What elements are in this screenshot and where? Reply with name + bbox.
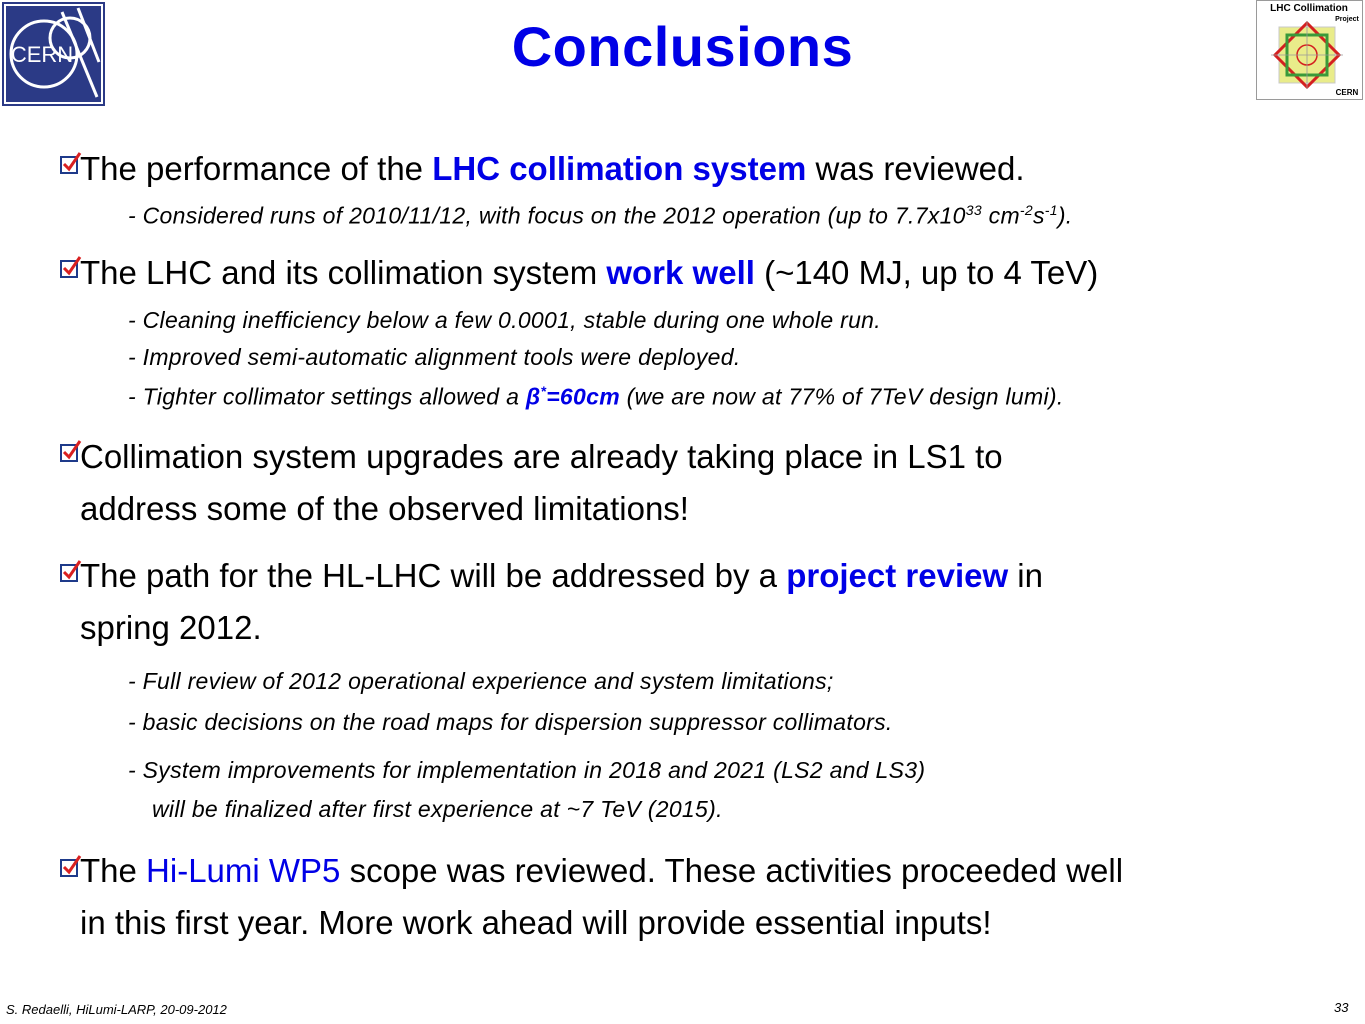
checkbox-icon [60, 256, 82, 278]
bullet-4-sub-2: - basic decisions on the road maps for dispersion suppressor collimators. [128, 709, 893, 735]
bullet-1: The performance of the LHC collimation system was reviewed. [80, 150, 1025, 187]
page-number: 33 [1334, 1000, 1349, 1015]
lhc-logo-line2: Project [1335, 16, 1359, 23]
checkbox-icon [60, 855, 82, 877]
lhc-logo-line3: CERN [1335, 88, 1359, 97]
highlight-hi-lumi-wp5: Hi-Lumi WP5 [146, 852, 341, 889]
checkbox-icon [60, 440, 82, 462]
highlight-collimation-system: LHC collimation system [432, 150, 807, 187]
highlight-project-review: project review [786, 557, 1009, 594]
bullet-2: The LHC and its collimation system work well (~140 MJ, up to 4 TeV) [80, 254, 1099, 291]
checkbox-icon [60, 560, 82, 582]
footer-author-date: S. Redaelli, HiLumi-LARP, 20-09-2012 [6, 1002, 227, 1017]
slide-title: Conclusions [511, 15, 854, 78]
bullet-2-sub-1: - Cleaning inefficiency below a few 0.0001, stable during one whole run. [128, 307, 881, 333]
bullet-4: The path for the HL-LHC will be addressed by a project review in spring 2012. [80, 557, 1043, 646]
bullet-5: The Hi-Lumi WP5 scope was reviewed. These activities proceeded well in this first year. More work ahead will provide essential inputs! [80, 852, 1124, 941]
bullet-4-sub-4: will be finalized after first experience at ~7 TeV (2015). [152, 796, 723, 822]
bullet-3: Collimation system upgrades are already taking place in LS1 to address some of the observed limitations! [80, 438, 1003, 527]
checkbox-icon [60, 152, 82, 174]
bullet-2-sub-3: - Tighter collimator settings allowed a β*=60cm (we are now at 77% of 7TeV design lumi). [128, 383, 1064, 410]
bullet-4-sub-3: - System improvements for implementation in 2018 and 2021 (LS2 and LS3) [128, 757, 926, 783]
lhc-logo-line1: LHC Collimation [1270, 3, 1348, 14]
cern-logo-text: CERN [10, 42, 74, 67]
highlight-work-well: work well [606, 254, 755, 291]
bullet-2-sub-2: - Improved semi-automatic alignment tools were deployed. [128, 344, 741, 370]
bullet-1-sub: - Considered runs of 2010/11/12, with focus on the 2012 operation (up to $7.7x10^{33}$ $cm^{-2}s^{-1}$). [128, 202, 1073, 229]
bullet-4-sub-1: - Full review of 2012 operational experience and system limitations; [128, 668, 834, 694]
